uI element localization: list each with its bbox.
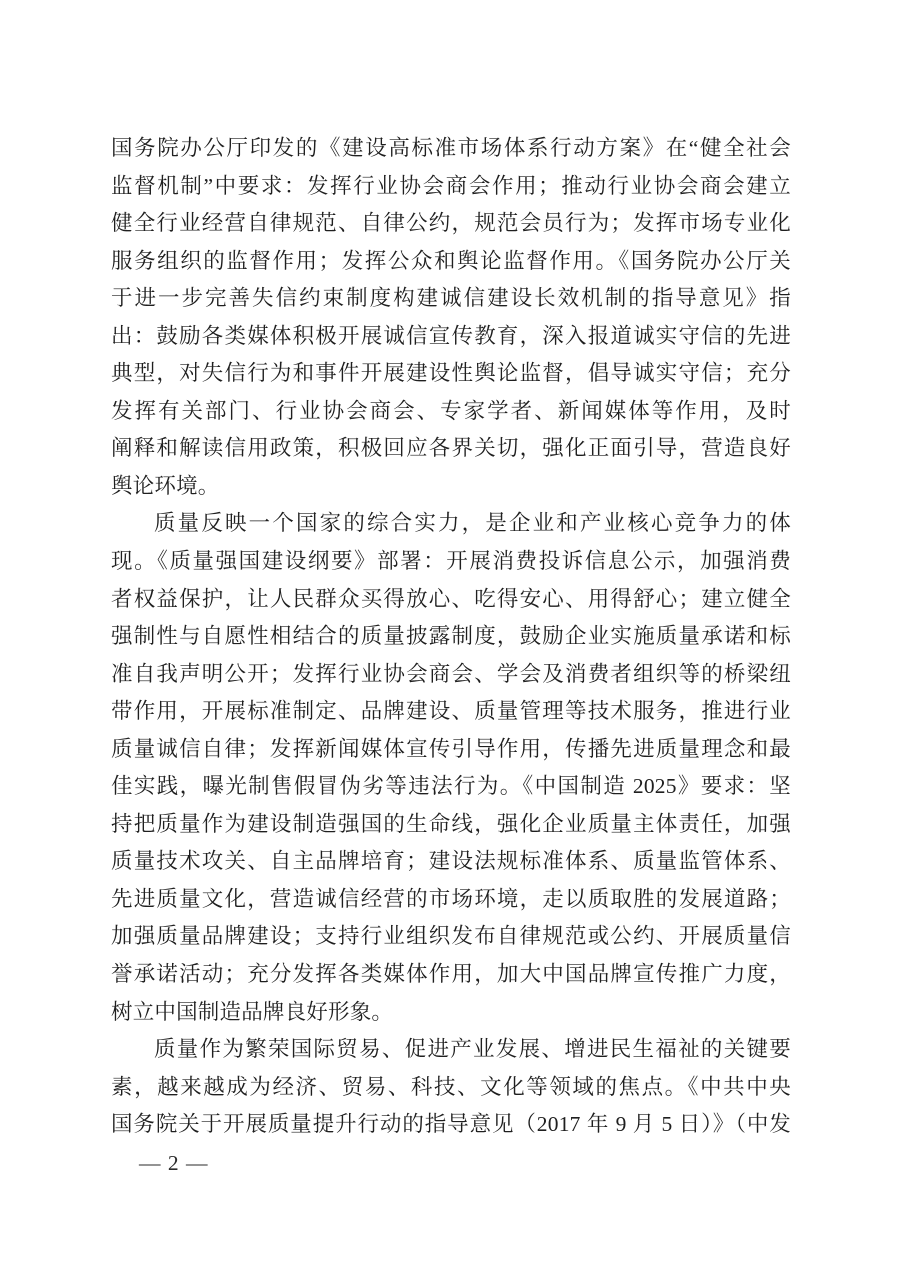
text-line: 于进一步完善失信约束制度构建诚信建设长效机制的指导意见》指 [111, 286, 791, 311]
text-line: 服务组织的监督作用；发挥公众和舆论监督作用。《国务院办公厅关 [111, 248, 791, 273]
page-number: — 2 — [139, 1151, 209, 1175]
text-line: 树立中国制造品牌良好形象。 [111, 999, 394, 1024]
paragraph [111, 505, 791, 1031]
text-line: 国务院办公厅印发的《建设高标准市场体系行动方案》在“健全社会 [111, 136, 791, 160]
text-line: 先进质量文化，营造诚信经营的市场环境，走以质取胜的发展道路； [111, 886, 791, 911]
text-line: 强制性与自愿性相结合的质量披露制度，鼓励企业实施质量承诺和标 [111, 624, 791, 649]
text-line: 带作用，开展标准制定、品牌建设、质量管理等技术服务，推进行业 [111, 699, 791, 724]
text-line: 加强质量品牌建设；支持行业组织发布自律规范或公约、开展质量信 [111, 924, 791, 949]
text-line: 阐释和解读信用政策，积极回应各界关切，强化正面引导，营造良好 [111, 436, 791, 461]
document-text [111, 130, 791, 1144]
text-line: 舆论环境。 [111, 473, 220, 498]
text-line: 现。《质量强国建设纲要》部署：开展消费投诉信息公示，加强消费 [111, 549, 791, 574]
text-line: 国务院关于开展质量提升行动的指导意见（2017 年 9 月 5 日）》（中发 [111, 1112, 791, 1137]
text-line: 者权益保护，让人民群众买得放心、吃得安心、用得舒心；建立健全 [111, 586, 791, 611]
text-line: 质量反映一个国家的综合实力，是企业和产业核心竞争力的体 [154, 511, 791, 536]
text-line: 质量诚信自律；发挥新闻媒体宣传引导作用，传播先进质量理念和最 [111, 736, 791, 761]
text-line: 誉承诺活动；充分发挥各类媒体作用，加大中国品牌宣传推广力度， [111, 962, 791, 987]
text-line: 质量技术攻关、自主品牌培育；建设法规标准体系、质量监管体系、 [111, 849, 791, 874]
paragraph [111, 130, 791, 505]
paragraph [111, 1031, 791, 1144]
text-line: 监督机制”中要求：发挥行业协会商会作用；推动行业协会商会建立 [111, 173, 791, 198]
text-line: 发挥有关部门、行业协会商会、专家学者、新闻媒体等作用，及时 [111, 398, 791, 423]
text-line: 佳实践，曝光制售假冒伪劣等违法行为。《中国制造 2025》要求：坚 [111, 774, 791, 799]
text-line: 准自我声明公开；发挥行业协会商会、学会及消费者组织等的桥梁纽 [111, 661, 791, 686]
text-line: 质量作为繁荣国际贸易、促进产业发展、增进民生福祉的关键要 [154, 1037, 791, 1062]
text-line: 素，越来越成为经济、贸易、科技、文化等领域的焦点。《中共中央 [111, 1074, 791, 1099]
text-line: 出：鼓励各类媒体积极开展诚信宣传教育，深入报道诚实守信的先进 [111, 323, 791, 348]
text-line: 持把质量作为建设制造强国的生命线，强化企业质量主体责任，加强 [111, 811, 791, 836]
text-line: 健全行业经营自律规范、自律公约，规范会员行为；发挥市场专业化 [111, 211, 791, 236]
text-line: 典型，对失信行为和事件开展建设性舆论监督，倡导诚实守信；充分 [111, 361, 791, 386]
